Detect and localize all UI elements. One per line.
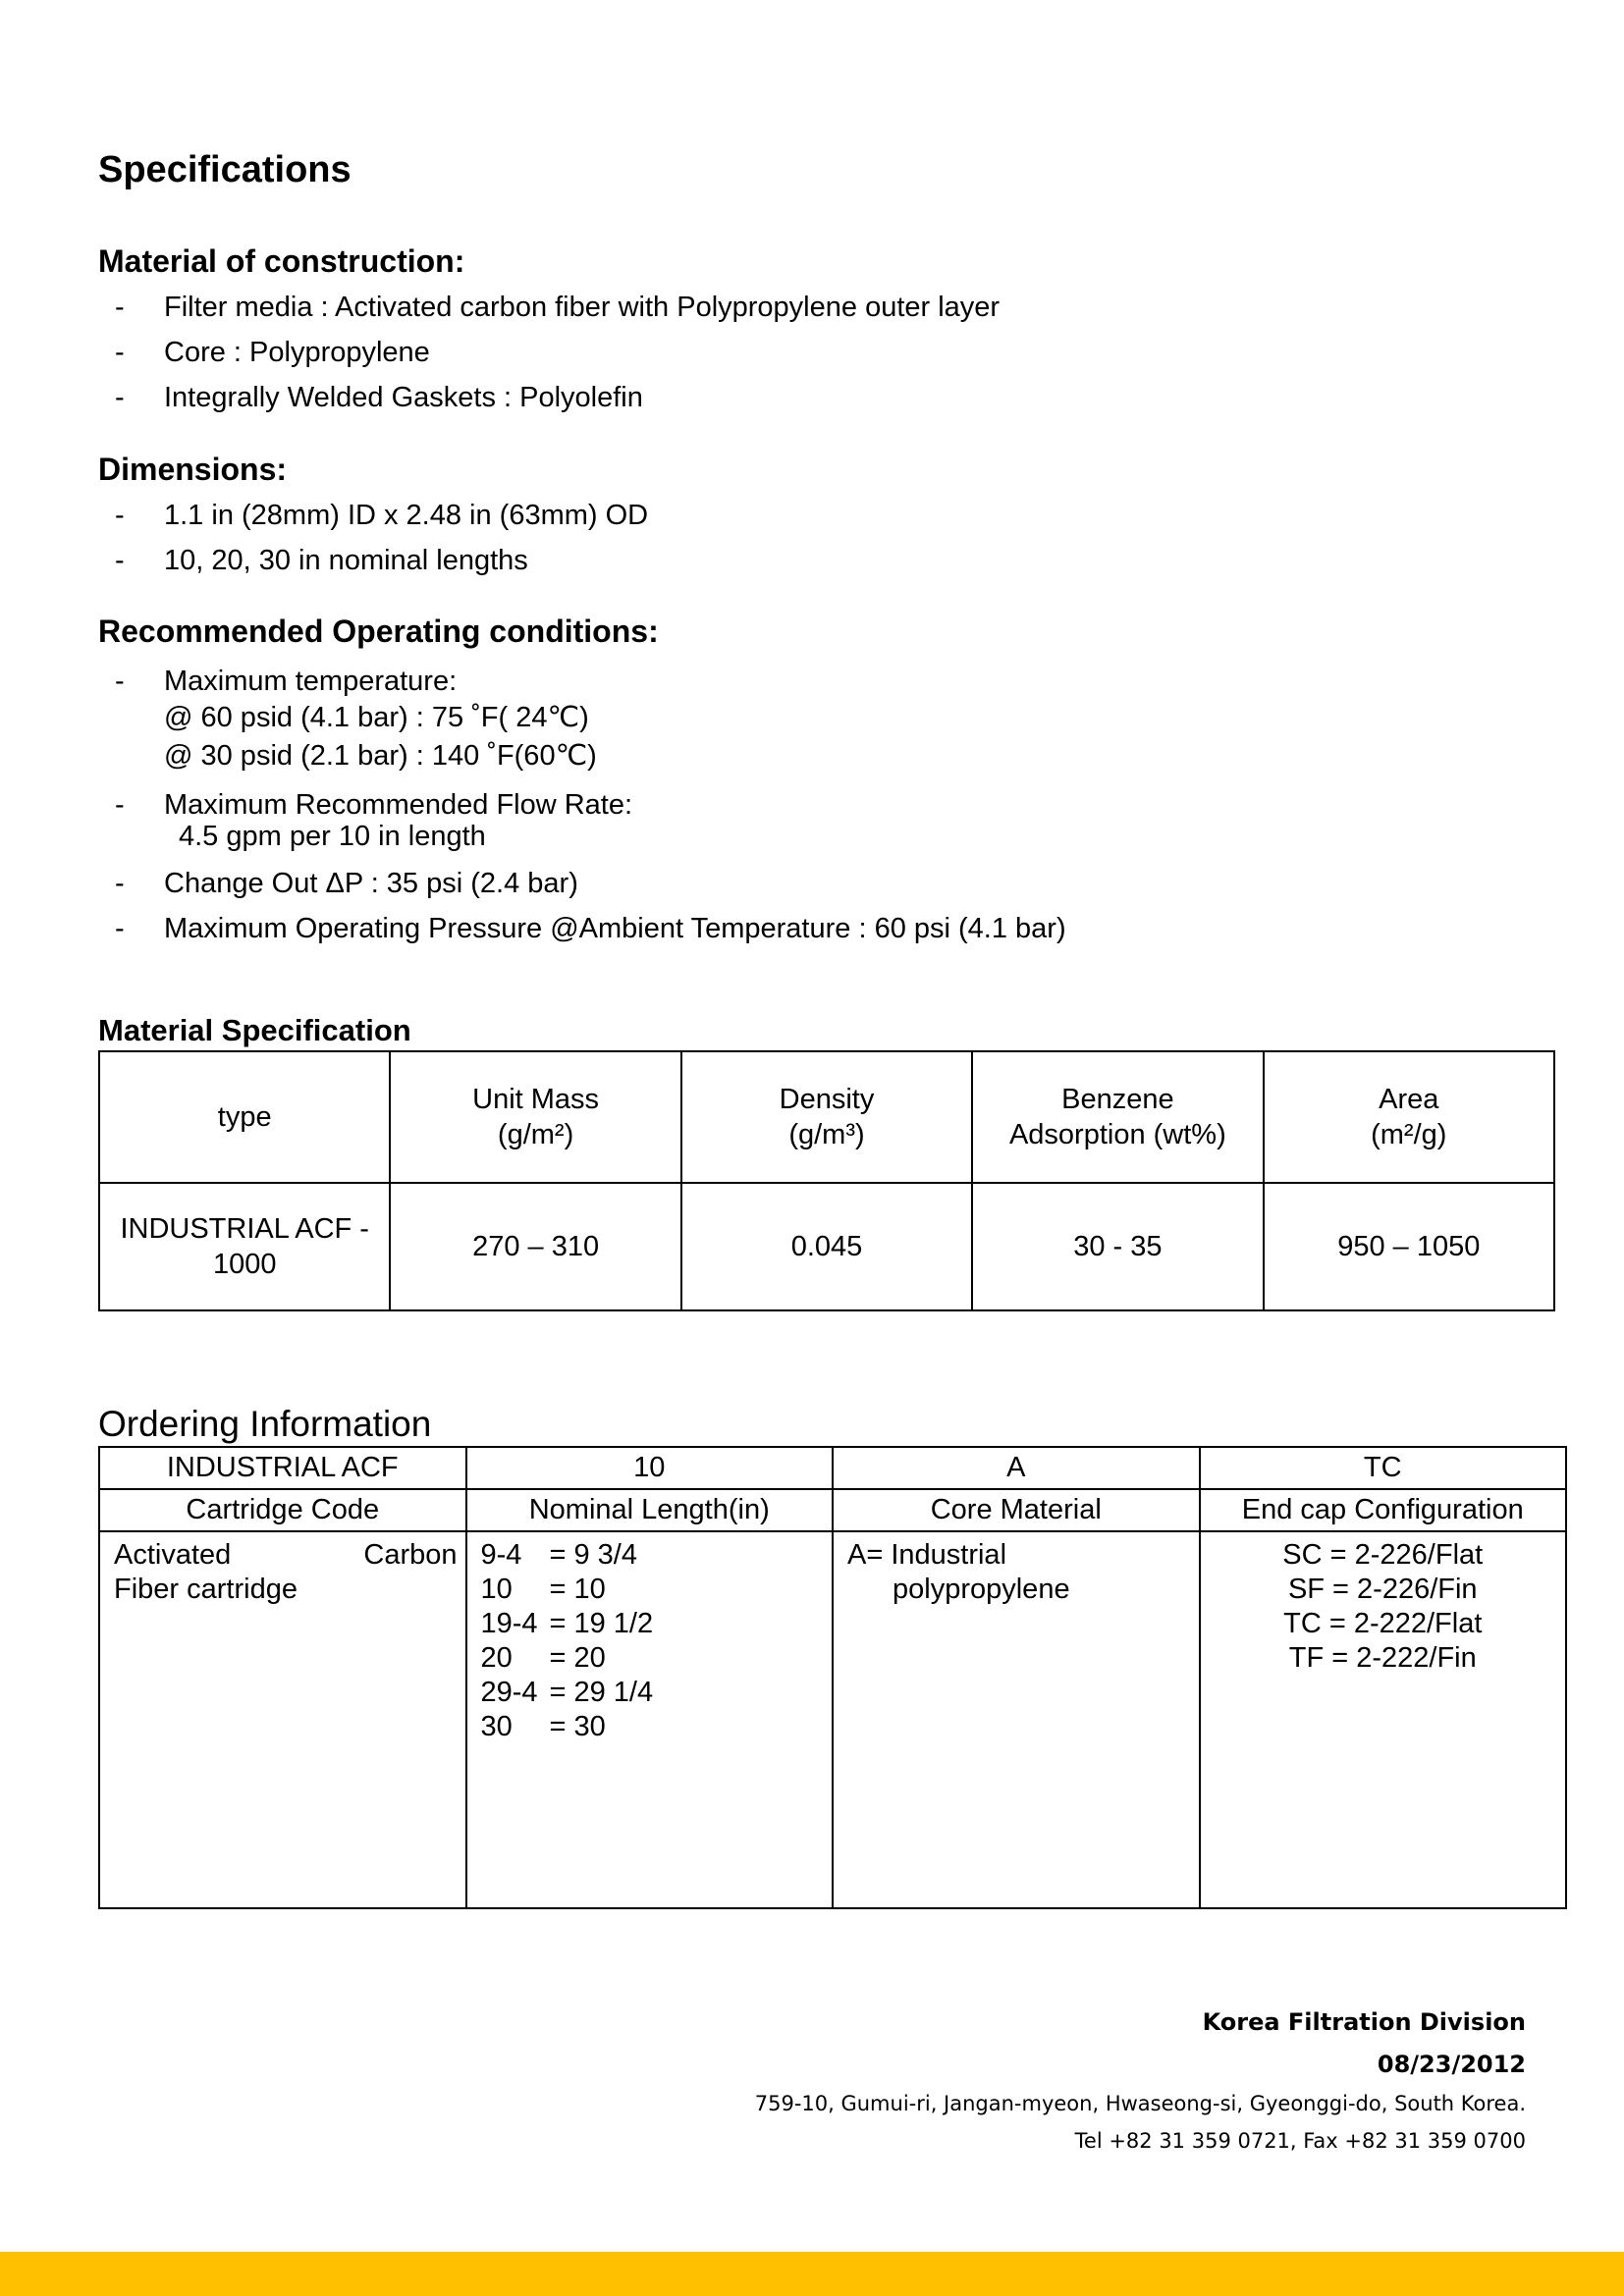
table-row	[99, 1531, 1566, 1908]
address: 759-10, Gumui-ri, Jangan-myeon, Hwaseong-si, Gyeonggi-do, South Korea.	[754, 2092, 1526, 2115]
list-item: 29-4 = 29 1/4	[480, 1677, 654, 1708]
material-spec-heading: Material Specification	[98, 1013, 411, 1047]
max-temp-line: @ 30 psid (2.1 bar) : 140 ˚F(60℃)	[164, 740, 597, 772]
document-date: 08/23/2012	[1377, 2051, 1526, 2078]
contact-info: Tel +82 31 359 0721, Fax +82 31 359 0700	[1074, 2129, 1526, 2153]
endcap-cell	[1200, 1531, 1567, 1908]
list-item: SC = 2-226/Flat	[1282, 1539, 1484, 1571]
list-item: 19-4 = 19 1/2	[480, 1608, 654, 1639]
list-item: 30 = 30	[480, 1711, 606, 1742]
list-item: - Filter media : Activated carbon fiber with Polypropylene outer layer	[115, 292, 1001, 323]
table-cell: Cartridge Code	[99, 1489, 466, 1531]
operating-conditions-heading: Recommended Operating conditions:	[98, 614, 659, 649]
table-cell: TC	[1200, 1447, 1567, 1489]
table-cell: Core Material	[833, 1489, 1200, 1531]
list-item: 10 = 10	[480, 1574, 606, 1605]
list-item: 9-4 = 9 3/4	[480, 1539, 637, 1571]
flow-rate-value: 4.5 gpm per 10 in length	[179, 821, 486, 852]
max-temp-line: @ 60 psid (4.1 bar) : 75 ˚F( 24℃)	[164, 702, 589, 733]
table-header-row	[99, 1051, 1554, 1183]
table-cell: 950 – 1050	[1264, 1183, 1554, 1310]
table-cell: End cap Configuration	[1200, 1489, 1567, 1531]
ordering-heading: Ordering Information	[98, 1404, 432, 1444]
dimensions-heading: Dimensions:	[98, 452, 288, 487]
list-item: - 1.1 in (28mm) ID x 2.48 in (63mm) OD	[115, 500, 649, 531]
table-cell: 30 - 35	[972, 1183, 1263, 1310]
header-cell: type	[99, 1051, 390, 1183]
table-row	[99, 1183, 1554, 1310]
header-cell: Density (g/m³)	[681, 1051, 972, 1183]
page-title: Specifications	[98, 149, 352, 190]
table-cell: Nominal Length(in)	[466, 1489, 834, 1531]
table-cell: INDUSTRIAL ACF	[99, 1447, 466, 1489]
table-cell: 0.045	[681, 1183, 972, 1310]
list-item: TC = 2-222/Flat	[1283, 1608, 1483, 1639]
table-cell: 10	[466, 1447, 834, 1489]
list-item: 20 = 20	[480, 1642, 606, 1674]
division-name: Korea Filtration Division	[1202, 2008, 1526, 2036]
ordering-table	[98, 1446, 1567, 1909]
list-item: - Core : Polypropylene	[115, 337, 430, 368]
list-item: - Maximum temperature:	[115, 666, 458, 697]
header-cell: Benzene Adsorption (wt%)	[972, 1051, 1263, 1183]
list-item: - 10, 20, 30 in nominal lengths	[115, 545, 528, 576]
list-item: - Integrally Welded Gaskets : Polyolefin	[115, 382, 643, 413]
list-item: - Maximum Recommended Flow Rate:	[115, 789, 633, 821]
table-cell: INDUSTRIAL ACF - 1000	[99, 1183, 390, 1310]
table-cell: 270 – 310	[390, 1183, 680, 1310]
list-item: - Change Out ΔP : 35 psi (2.4 bar)	[115, 868, 578, 899]
nominal-length-cell	[466, 1531, 834, 1908]
table-cell: A	[833, 1447, 1200, 1489]
header-cell: Unit Mass (g/m²)	[390, 1051, 680, 1183]
table-row	[99, 1447, 1566, 1489]
core-material-cell: A= Industrial polypropylene	[833, 1531, 1200, 1908]
list-item: SF = 2-226/Fin	[1287, 1574, 1478, 1605]
header-cell: Area (m²/g)	[1264, 1051, 1554, 1183]
list-item: TF = 2-222/Fin	[1288, 1642, 1477, 1674]
list-item: - Maximum Operating Pressure @Ambient Temperature : 60 psi (4.1 bar)	[115, 913, 1066, 944]
material-spec-table	[98, 1050, 1555, 1311]
footer-accent-bar	[0, 2252, 1624, 2296]
table-row	[99, 1489, 1566, 1531]
material-construction-heading: Material of construction:	[98, 243, 465, 279]
cartridge-code-cell: Activated Carbon Fiber cartridge	[99, 1531, 466, 1908]
